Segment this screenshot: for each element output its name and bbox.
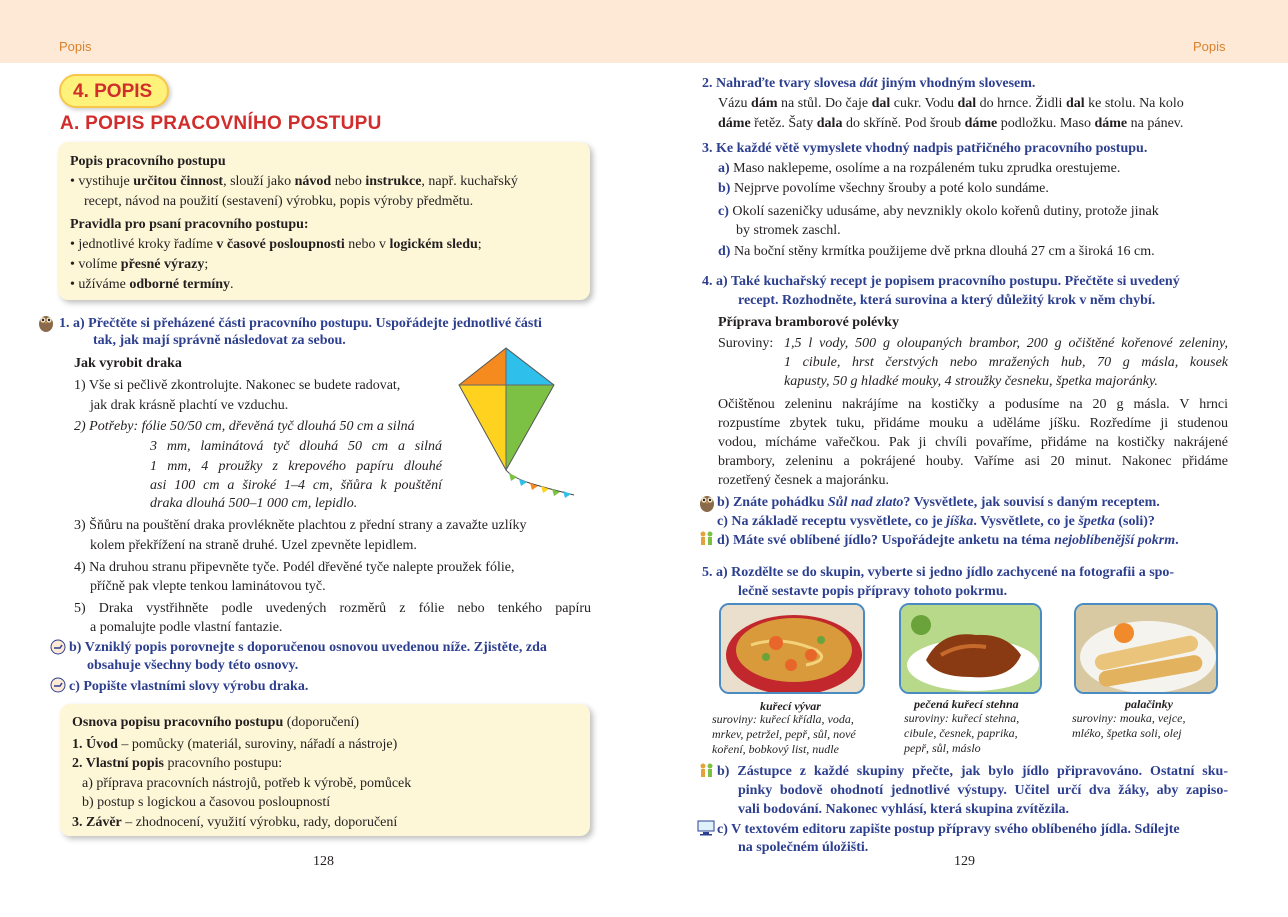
rules-title: Pravidla pro psaní pracovního postupu: [70, 217, 309, 232]
header-bar [0, 0, 1288, 63]
recipe-text: rozpustíme zbytek tuku, přidáme mouku a uděláme jíšku. Rozředíme ji studenou [718, 416, 1228, 431]
chapter-title: 4. POPIS [73, 81, 153, 102]
recipe-text: rozetřený česnek a majoránku. [718, 473, 890, 488]
photo-ingredients: suroviny: kuřecí křídla, voda, [712, 712, 854, 726]
task-5c-line1: c) V textovém editoru zapište postup přípravy svého oblíbeného jídla. Sdílejte [717, 822, 1180, 837]
step-text: 3) Šňůru na pouštění draka provlékněte plachtou z přední strany a zavažte uzlíky [74, 518, 527, 533]
photo-ingredients: suroviny: kuřecí stehna, [904, 711, 1020, 725]
step-text: 5) Draka vystřihněte podle uvedených rozměrů z fólie nebo tenkého papíru [74, 601, 591, 616]
photo-ingredients: koření, bobkový list, nudle [712, 742, 839, 756]
task-4a-line1: 4. a) Také kuchařský recept je popisem pracovního postupu. Přečtěte si uvedený [702, 274, 1180, 289]
outline-item: 2. Vlastní popis pracovního postupu: [72, 756, 283, 771]
step-text: 1) Vše si pečlivě zkontrolujte. Nakonec se budete radovat, [74, 378, 401, 393]
task-4a-line2: recept. Rozhodněte, která surovina a který důležitý krok v něm chybí. [738, 293, 1156, 308]
photo-ingredients: suroviny: mouka, vejce, [1072, 711, 1186, 725]
photo-ingredients: mrkev, petržel, pepř, sůl, nové [712, 727, 856, 741]
page-number-left: 128 [313, 854, 334, 869]
photo-caption: palačinky [1125, 697, 1173, 711]
outline-subitem: a) příprava pracovních nástrojů, potřeb k výrobě, pomůcek [82, 776, 412, 791]
task-2-text: dáme řetěz. Šaty dala do skříně. Pod šroub dáme podložku. Maso dáme na pánev. [718, 116, 1184, 131]
definition-title: Popis pracovního postupu [70, 154, 226, 169]
recipe-ingredients: kapusty, 50 g hladké mouky, 4 stroužky česneku, špetka majoránky. [784, 374, 1158, 389]
rule-item: • jednotlivé kroky řadíme v časové posloupnosti nebo v logickém sledu; [70, 237, 482, 252]
task-5b-line1: b) Zástupce z každé skupiny přečte, jak bylo jídlo připravováno. Ostatní sku- [717, 764, 1228, 779]
step-text: 2) Potřeby: fólie 50/50 cm, dřevěná tyč dlouhá 50 cm a silná [74, 419, 415, 434]
definition-line: recept, návod na použití (sestavení) výrobku, popis výroby předmětu. [84, 194, 474, 209]
recipe-title: Příprava bramborové polévky [718, 315, 899, 330]
task-1a-line1: 1. a) Přečtěte si přeházené části pracovního postupu. Uspořádejte jednotlivé části [59, 316, 542, 331]
task-4b: b) Znáte pohádku Sůl nad zlato? Vysvětlete, jak souvisí s daným receptem. [717, 495, 1160, 510]
task-5b-line2: pinky bodově ohodnotí jednotlivé výstupy. Učitel určí dva žáky, aby zapiso- [738, 783, 1228, 798]
photo-roasted-chicken [899, 603, 1042, 694]
recipe-ingredients-label: Suroviny: [718, 336, 774, 351]
group-icon [699, 530, 715, 548]
task-1a-line2: tak, jak mají správně následovat za sebou. [93, 333, 346, 348]
photo-pancakes [1074, 603, 1218, 694]
step-text: příčně pak vlepte tenkou laminátovou tyč. [90, 579, 326, 594]
photo-ingredients: pepř, sůl, máslo [904, 741, 981, 755]
photo-caption: kuřecí vývar [760, 699, 821, 713]
outline-title: Osnova popisu pracovního postupu (doporučení) [72, 715, 360, 730]
task-3-item: a) Maso naklepeme, osolíme a na rozpáleném tuku zprudka orestujeme. [718, 161, 1121, 176]
step-text: jak drak krásně plachtí ve vzduchu. [90, 398, 289, 413]
kite-title: Jak vyrobit draka [74, 356, 182, 371]
recipe-ingredients: 1 cibule, hrst čerstvých nebo mražených hub, 70 g másla, kousek [784, 355, 1228, 370]
step-text: 4) Na druhou stranu připevněte tyče. Podél dřevěné tyče nalepte proužek fólie, [74, 560, 515, 575]
recipe-ingredients: 1,5 l vody, 500 g oloupaných brambor, 200 g očištěné kořenové zeleniny, [784, 336, 1228, 351]
recipe-text: brambory, zeleninu a pokrájené houby. Vaříme asi 20 minut. Nakonec přidáme [718, 454, 1228, 469]
outline-box [60, 704, 590, 836]
task-5a-line1: 5. a) Rozdělte se do skupin, vyberte si jedno jídlo zachycené na fotografii a spo- [702, 565, 1175, 580]
task-1b-line2: obsahuje všechny body této osnovy. [87, 658, 299, 673]
task-3-item: by stromek zaschl. [736, 223, 841, 238]
recipe-text: Očištěnou zeleninu nakrájíme na kostičky a podusíme na 20 g másla. V hrnci [718, 397, 1228, 412]
outline-item: 3. Závěr – zhodnocení, využití výrobku, rady, doporučení [72, 815, 398, 830]
running-header-left: Popis [59, 39, 92, 54]
section-title: A. POPIS PRACOVNÍHO POSTUPU [60, 113, 382, 134]
step-text: asi 100 cm a široké 1–4 cm, šňůra k pouštění [150, 478, 442, 493]
step-text: 3 mm, laminátová tyč dlouhá 50 cm a silná [150, 439, 442, 454]
task-4c: c) Na základě receptu vysvětlete, co je jíška. Vysvětlete, co je špetka (soli)? [717, 514, 1155, 529]
kite-illustration [454, 345, 584, 505]
task-3-item: b) Nejprve povolíme všechny šrouby a poté kolo sundáme. [718, 181, 1049, 196]
rule-item: • užíváme odborné termíny. [70, 277, 234, 292]
group-icon [699, 762, 715, 780]
pointing-hand-icon [50, 677, 66, 697]
photo-ingredients: cibule, česnek, paprika, [904, 726, 1018, 740]
task-1b-line1: b) Vzniklý popis porovnejte s doporučenou osnovou uvedenou níže. Zjistěte, zda [69, 640, 547, 655]
step-text: 1 mm, 4 proužky z krepového papíru dlouhé [150, 459, 442, 474]
chapter-badge [59, 74, 169, 108]
page-number-right: 129 [954, 854, 975, 869]
step-text: draka dlouhá 500–1 000 cm, lepidlo. [150, 496, 358, 511]
definition-box [58, 142, 590, 300]
photo-ingredients: mléko, špetka soli, olej [1072, 726, 1182, 740]
task-3-item: c) Okolí sazeničky udusáme, aby nevznikly okolo kořenů dutiny, protože jinak [718, 204, 1159, 219]
running-header-right: Popis [1193, 39, 1226, 54]
task-3-head: 3. Ke každé větě vymyslete vhodný nadpis patřičného pracovního postupu. [702, 141, 1148, 156]
task-5a-line2: lečně sestavte popis přípravy tohoto pokrmu. [738, 584, 1008, 599]
recipe-text: vodou, mícháme vařečkou. Pak ji chvíli povaříme, přidáme na kostičky nakrájené [718, 435, 1228, 450]
task-5c-line2: na společném úložišti. [738, 840, 869, 855]
task-2-text: Vázu dám na stůl. Do čaje dal cukr. Vodu dal do hrnce. Židli dal ke stolu. Na kolo [718, 96, 1184, 111]
photo-caption: pečená kuřecí stehna [914, 697, 1019, 711]
task-4d: d) Máte své oblíbené jídlo? Uspořádejte anketu na téma nejoblíbenější pokrm. [717, 533, 1179, 548]
outline-item: 1. Úvod – pomůcky (materiál, suroviny, nářadí a nástroje) [72, 737, 398, 752]
computer-icon [697, 820, 715, 836]
task-2-head: 2. Nahraďte tvary slovesa dát jiným vhodným slovesem. [702, 76, 1036, 91]
step-text: kolem překřížení na straně druhé. Uzel zpevněte lepidlem. [90, 538, 417, 553]
task-5b-line3: vali bodování. Nakonec vyhlásí, která skupina zvítězila. [738, 802, 1069, 817]
owl-icon [699, 492, 715, 512]
pointing-hand-icon [50, 639, 66, 659]
outline-subitem: b) postup s logickou a časovou posloupností [82, 795, 331, 810]
task-3-item: d) Na boční stěny krmítka použijeme dvě prkna dlouhá 27 cm a široká 16 cm. [718, 244, 1155, 259]
owl-icon [38, 312, 54, 332]
rule-item: • volíme přesné výrazy; [70, 257, 209, 272]
definition-line: • vystihuje určitou činnost, slouží jako návod nebo instrukce, např. kuchařský [70, 174, 518, 189]
step-text: a pomalujte podle vlastní fantazie. [90, 620, 283, 635]
photo-chicken-soup [719, 603, 865, 694]
task-1c: c) Popište vlastními slovy výrobu draka. [69, 679, 309, 694]
